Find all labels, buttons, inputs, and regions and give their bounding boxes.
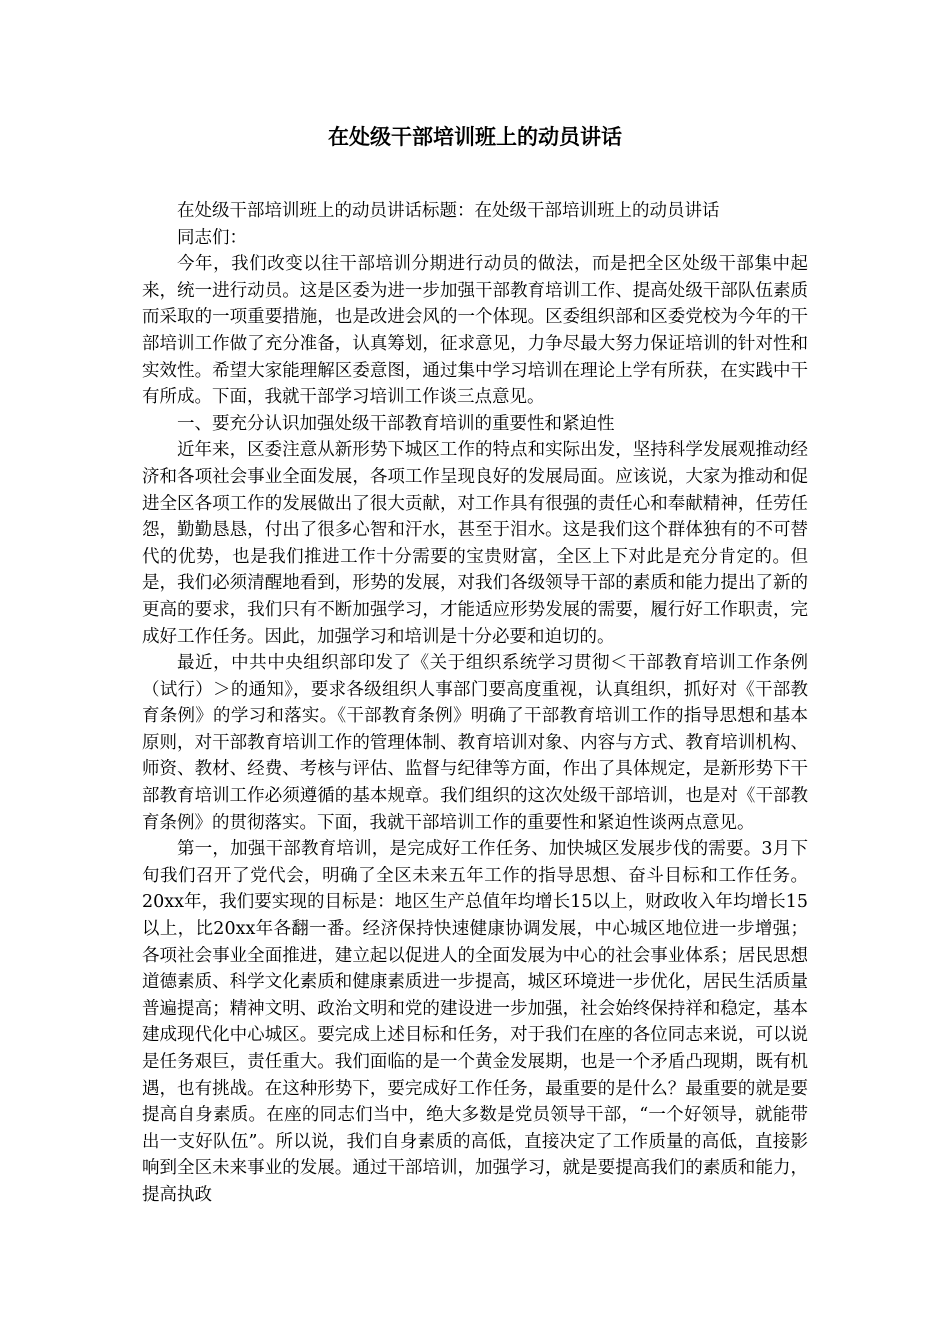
document-body [142, 198, 808, 1209]
section-heading-1: 一、要充分认识加强处级干部教育培训的重要性和紧迫性 [177, 413, 615, 434]
paragraph-recently: 最近，中共中央组织部印发了《关于组织系统学习贯彻＜干部教育培训工作条例（试行）＞的通知》，要求各级组织人事部门要高度重视，认真组织，抓好对《干部教育条例》的学习和落实。《干部教育条例》明确了干部教育培训工作的指导思想和基本原则，对干部教育培训工作的管理体制、教育培训对象、内容与方式、教育培训机构、师资、教材、经费、考核与评估、监督与纪律等方面，作出了具体规定，是新形势下干部教育培训工作必须遵循的基本规章。我们组织的这次处级干部培训，也是对《干部教育条例》的贯彻落实。下面，我就干部培训工作的重要性和紧迫性谈两点意见。 [142, 653, 808, 833]
salutation: 同志们： [177, 227, 247, 248]
document-title: 在处级干部培训班上的动员讲话 [328, 125, 622, 149]
subtitle-line: 在处级干部培训班上的动员讲话标题：在处级干部培训班上的动员讲话 [177, 201, 720, 221]
paragraph-intro: 今年，我们改变以往干部培训分期进行动员的做法，而是把全区处级干部集中起来，统一进行动员。这是区委为进一步加强干部教育培训工作、提高处级干部队伍素质而采取的一项重要措施，也是改进会风的一个体现。区委组织部和区委党校为今年的干部培训工作做了充分准备，认真筹划，征求意见，力争尽最大努力保证培训的针对性和实效性。希望大家能理解区委意图，通过集中学习培训在理论上学有所获，在实践中干有所成。下面，我就干部学习培训工作谈三点意见。 [142, 254, 808, 408]
paragraph-first-point: 第一，加强干部教育培训，是完成好工作任务、加快城区发展步伐的需要。3月下旬我们召开了党代会，明确了全区未来五年工作的指导思想、奋斗目标和工作任务。20xx年，我们要实现的目标是：地区生产总值年均增长15以上，财政收入年均增长15以上，比20xx年各翻一番。经济保持快速健康协调发展，中心城区地位进一步增强；各项社会事业全面推进，建立起以促进人的全面发展为中心的社会事业体系；居民思想道德素质、科学文化素质和健康素质进一步提高，城区环境进一步优化，居民生活质量普遍提高；精神文明、政治文明和党的建设进一步加强，社会始终保持祥和稳定，基本建成现代化中心城区。要完成上述目标和任务，对于我们在座的各位同志来说，可以说是任务艰巨，责任重大。我们面临的是一个黄金发展期，也是一个矛盾凸现期，既有机遇，也有挑战。在这种形势下，要完成好工作任务，最重要的是什么？最重要的就是要提高自身素质。在座的同志们当中，绝大多数是党员领导干部，“一个好领导，就能带出一支好队伍”。所以说，我们自身素质的高低，直接决定了工作质量的高低，直接影响到全区未来事业的发展。通过干部培训，加强学习，就是要提高我们的素质和能力，提高执政 [142, 839, 808, 1205]
paragraph-recent-years: 近年来，区委注意从新形势下城区工作的特点和实际出发，坚持科学发展观推动经济和各项社会事业全面发展，各项工作呈现良好的发展局面。应该说，大家为推动和促进全区各项工作的发展做出了很大贡献，对工作具有很强的责任心和奉献精神，任劳任怨，勤勤恳恳，付出了很多心智和汗水，甚至于泪水。这是我们这个群体独有的不可替代的优势，也是我们推进工作十分需要的宝贵财富，全区上下对此是充分肯定的。但是，我们必须清醒地看到，形势的发展，对我们各级领导干部的素质和能力提出了新的更高的要求，我们只有不断加强学习，才能适应形势发展的需要，履行好工作职责，完成好工作任务。因此，加强学习和培训是十分必要和迫切的。 [142, 440, 808, 647]
